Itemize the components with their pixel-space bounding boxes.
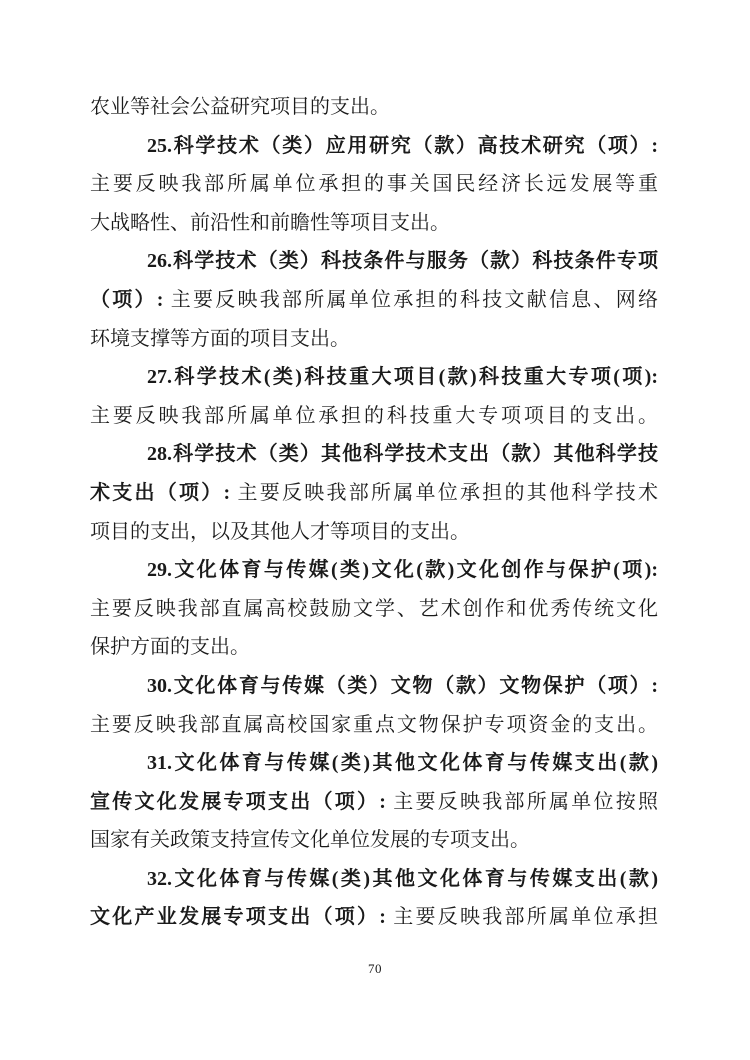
text-line [90, 513, 658, 552]
heading-segment: 30.文化体育与传媒（类）文物（款）文物保护（项）: [147, 674, 658, 697]
body-segment: 大战略性、前沿性和前瞻性等项目支出。 [90, 211, 450, 234]
text-line [90, 397, 658, 436]
text-line [90, 320, 658, 359]
text-line [90, 358, 658, 397]
body-segment: 项目的支出，以及其他人才等项目的支出。 [90, 520, 470, 543]
text-line [90, 127, 658, 166]
text-line [90, 435, 658, 474]
text-line [90, 590, 658, 629]
body-segment: 国家有关政策支持宣传文化单位发展的专项支出。 [90, 829, 530, 852]
body-segment: 主要反映我部所属单位承担 [393, 906, 658, 929]
text-line [90, 165, 658, 204]
body-segment: 农业等社会公益研究项目的支出。 [90, 96, 390, 118]
page-footer [0, 960, 750, 978]
text-line [90, 474, 658, 513]
heading-segment: 文化产业发展专项支出（项）: [90, 906, 394, 929]
heading-segment: 25.科学技术（类）应用研究（款）高技术研究（项）: [147, 134, 658, 157]
heading-segment: 术支出（项）: [90, 481, 238, 504]
text-line [90, 706, 658, 745]
body-segment: 主要反映我部所属单位承担的科技重大专项项目的支出。 [90, 404, 658, 427]
text-line [90, 744, 658, 783]
body-segment: 保护方面的支出。 [90, 636, 250, 659]
body-segment: 主要反映我部所属单位承担的事关国民经济长远发展等重 [90, 173, 658, 196]
body-segment: 主要反映我部所属单位承担的科技文献信息、网络 [170, 288, 658, 311]
text-line [90, 551, 658, 590]
text-line [90, 667, 658, 706]
heading-segment: 28.科学技术（类）其他科学技术支出（款）其他科学技 [147, 443, 658, 466]
text-line [90, 821, 658, 860]
text-line [90, 242, 658, 281]
text-line [90, 860, 658, 899]
text-line [90, 88, 658, 127]
heading-segment: （项）: [90, 288, 171, 311]
body-segment: 主要反映我部直属高校国家重点文物保护专项资金的支出。 [90, 713, 658, 736]
text-line [90, 204, 658, 243]
body-segment: 环境支撑等方面的项目支出。 [90, 327, 350, 350]
heading-segment: 宣传文化发展专项支出（项）: [90, 790, 394, 813]
heading-segment: 32.文化体育与传媒(类)其他文化体育与传媒支出(款) [147, 867, 658, 890]
text-line [90, 281, 658, 320]
heading-segment: 29.文化体育与传媒(类)文化(款)文化创作与保护(项): [147, 559, 658, 582]
body-segment: 主要反映我部所属单位承担的其他科学技术 [237, 481, 658, 504]
heading-segment: 27.科学技术(类)科技重大项目(款)科技重大专项(项): [147, 366, 658, 389]
heading-segment: 31.文化体育与传媒(类)其他文化体育与传媒支出(款) [147, 752, 658, 775]
body-segment: 主要反映我部直属高校鼓励文学、艺术创作和优秀传统文化 [90, 597, 658, 620]
text-line [90, 783, 658, 822]
heading-segment: 26.科学技术（类）科技条件与服务（款）科技条件专项 [147, 250, 658, 273]
text-block [90, 88, 658, 937]
text-line [90, 628, 658, 667]
page-number: 70 [368, 961, 382, 976]
body-segment: 主要反映我部所属单位按照 [393, 790, 658, 813]
text-line [90, 898, 658, 937]
